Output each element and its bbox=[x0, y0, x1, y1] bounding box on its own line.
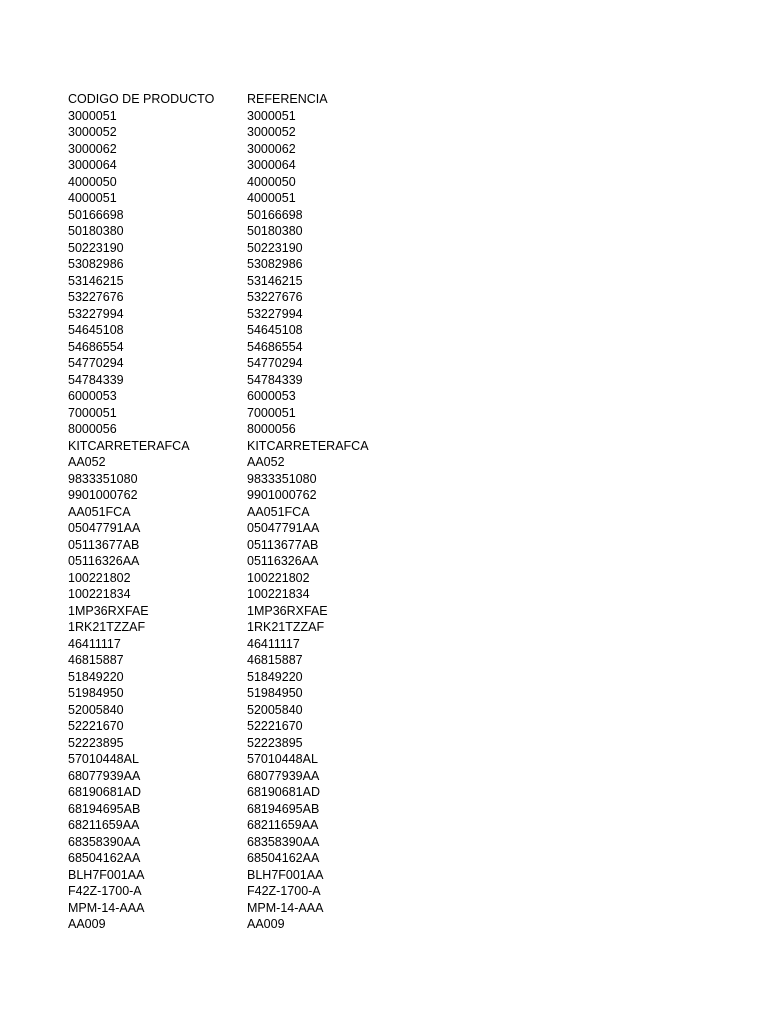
referencia-cell: 54770294 bbox=[247, 356, 303, 370]
referencia-cell: 53227994 bbox=[247, 306, 303, 321]
table-row bbox=[68, 801, 447, 818]
codigo-cell: KITCARRETERAFCA bbox=[68, 438, 190, 453]
table-row bbox=[68, 223, 447, 240]
table-row bbox=[68, 405, 447, 422]
referencia-cell: AA052 bbox=[247, 455, 285, 469]
table-row bbox=[68, 735, 447, 752]
referencia-cell: 53146215 bbox=[247, 273, 303, 288]
codigo-cell: 8000056 bbox=[68, 422, 117, 436]
referencia-cell: 50223190 bbox=[247, 240, 303, 255]
referencia-cell: 51849220 bbox=[247, 669, 303, 684]
table-row bbox=[68, 586, 447, 603]
table-row bbox=[68, 603, 447, 620]
table-row bbox=[68, 306, 447, 323]
table-row bbox=[68, 355, 447, 372]
referencia-cell: 05116326AA bbox=[247, 554, 319, 568]
codigo-cell: 3000052 bbox=[68, 125, 117, 139]
referencia-cell: 7000051 bbox=[247, 405, 296, 420]
codigo-cell: 54784339 bbox=[68, 372, 124, 387]
table-row bbox=[68, 240, 447, 257]
codigo-cell: 68190681AD bbox=[68, 785, 141, 799]
codigo-cell: 9901000762 bbox=[68, 488, 138, 502]
codigo-cell: 51849220 bbox=[68, 669, 124, 684]
referencia-cell: 3000052 bbox=[247, 125, 296, 139]
table-row bbox=[68, 487, 447, 504]
codigo-cell: AA051FCA bbox=[68, 504, 131, 519]
referencia-cell: 68504162AA bbox=[247, 851, 320, 865]
codigo-cell: 68358390AA bbox=[68, 834, 141, 849]
codigo-cell: 57010448AL bbox=[68, 752, 139, 766]
codigo-cell: 6000053 bbox=[68, 389, 117, 403]
codigo-cell: 100221802 bbox=[68, 570, 131, 585]
referencia-cell: 52223895 bbox=[247, 735, 303, 750]
table-row bbox=[68, 834, 447, 851]
codigo-cell: 4000051 bbox=[68, 191, 117, 205]
referencia-cell: 05047791AA bbox=[247, 521, 320, 535]
table-row bbox=[68, 207, 447, 224]
column-header-referencia: REFERENCIA bbox=[247, 92, 328, 106]
table-row bbox=[68, 784, 447, 801]
referencia-cell: MPM-14-AAA bbox=[247, 900, 324, 915]
referencia-cell: 4000051 bbox=[247, 191, 296, 205]
codigo-cell: 50166698 bbox=[68, 207, 124, 222]
table-row bbox=[68, 124, 447, 141]
codigo-cell: 68194695AB bbox=[68, 801, 141, 816]
referencia-cell: 68211659AA bbox=[247, 818, 319, 832]
codigo-cell: 53146215 bbox=[68, 273, 124, 288]
referencia-cell: 46411117 bbox=[247, 636, 300, 651]
column-header-codigo: CODIGO DE PRODUCTO bbox=[68, 92, 215, 106]
referencia-cell: 54686554 bbox=[247, 339, 303, 354]
referencia-cell: 53227676 bbox=[247, 290, 303, 304]
table-row bbox=[68, 438, 447, 455]
table-row bbox=[68, 289, 447, 306]
referencia-cell: 50180380 bbox=[247, 224, 303, 238]
codigo-cell: 68211659AA bbox=[68, 818, 140, 832]
referencia-cell: 1RK21TZZAF bbox=[247, 620, 325, 634]
table-row bbox=[68, 537, 447, 554]
table-row bbox=[68, 718, 447, 735]
table-row bbox=[68, 108, 447, 125]
referencia-cell: 1MP36RXFAE bbox=[247, 603, 328, 618]
table-row bbox=[68, 636, 447, 653]
referencia-cell: BLH7F001AA bbox=[247, 867, 324, 882]
table-row bbox=[68, 471, 447, 488]
codigo-cell: 46411117 bbox=[68, 636, 121, 651]
codigo-cell: 05113677AB bbox=[68, 537, 140, 552]
codigo-cell: 68504162AA bbox=[68, 851, 141, 865]
table-row bbox=[68, 372, 447, 389]
table-row bbox=[68, 883, 447, 900]
codigo-cell: 3000062 bbox=[68, 141, 117, 156]
codigo-cell: 1RK21TZZAF bbox=[68, 620, 146, 634]
table-row bbox=[68, 339, 447, 356]
referencia-cell: 3000051 bbox=[247, 108, 296, 123]
referencia-cell: 53082986 bbox=[247, 257, 303, 271]
table-row bbox=[68, 768, 447, 785]
codigo-cell: 54770294 bbox=[68, 356, 124, 370]
codigo-cell: 54645108 bbox=[68, 323, 124, 337]
table-row bbox=[68, 553, 447, 570]
codigo-cell: 52223895 bbox=[68, 735, 124, 750]
table-row bbox=[68, 685, 447, 702]
referencia-cell: 05113677AB bbox=[247, 537, 319, 552]
referencia-cell: 68077939AA bbox=[247, 768, 320, 783]
referencia-cell: 100221834 bbox=[247, 587, 310, 601]
table-row bbox=[68, 817, 447, 834]
table-row bbox=[68, 669, 447, 686]
codigo-cell: 1MP36RXFAE bbox=[68, 603, 149, 618]
table-row bbox=[68, 504, 447, 521]
codigo-cell: 9833351080 bbox=[68, 471, 138, 486]
referencia-cell: 46815887 bbox=[247, 653, 303, 667]
table-row bbox=[68, 570, 447, 587]
codigo-cell: AA052 bbox=[68, 455, 106, 469]
product-table bbox=[68, 91, 447, 933]
referencia-cell: 9901000762 bbox=[247, 488, 317, 502]
referencia-cell: 100221802 bbox=[247, 570, 310, 585]
table-row bbox=[68, 388, 447, 405]
codigo-cell: 05047791AA bbox=[68, 521, 141, 535]
referencia-cell: 57010448AL bbox=[247, 752, 318, 766]
referencia-cell: 52221670 bbox=[247, 719, 303, 733]
referencia-cell: 3000062 bbox=[247, 141, 296, 156]
codigo-cell: 05116326AA bbox=[68, 554, 140, 568]
table-row bbox=[68, 190, 447, 207]
referencia-cell: 6000053 bbox=[247, 389, 296, 403]
referencia-cell: 51984950 bbox=[247, 686, 303, 700]
codigo-cell: BLH7F001AA bbox=[68, 867, 145, 882]
referencia-cell: 52005840 bbox=[247, 702, 303, 717]
table-row bbox=[68, 652, 447, 669]
codigo-cell: AA009 bbox=[68, 917, 106, 931]
codigo-cell: F42Z-1700-A bbox=[68, 884, 142, 898]
table-row bbox=[68, 421, 447, 438]
codigo-cell: 53227994 bbox=[68, 306, 124, 321]
codigo-cell: 53227676 bbox=[68, 290, 124, 304]
table-row bbox=[68, 619, 447, 636]
table-row bbox=[68, 850, 447, 867]
codigo-cell: 50223190 bbox=[68, 240, 124, 255]
referencia-cell: AA009 bbox=[247, 917, 285, 931]
codigo-cell: 51984950 bbox=[68, 686, 124, 700]
table-row bbox=[68, 520, 447, 537]
codigo-cell: 4000050 bbox=[68, 174, 117, 189]
referencia-cell: 8000056 bbox=[247, 422, 296, 436]
referencia-cell: KITCARRETERAFCA bbox=[247, 438, 369, 453]
table-row bbox=[68, 900, 447, 917]
codigo-cell: 7000051 bbox=[68, 405, 117, 420]
table-row bbox=[68, 751, 447, 768]
codigo-cell: 3000064 bbox=[68, 158, 117, 172]
referencia-cell: 68190681AD bbox=[247, 785, 320, 799]
table-row bbox=[68, 322, 447, 339]
referencia-cell: 68358390AA bbox=[247, 834, 320, 849]
table-row bbox=[68, 273, 447, 290]
table-row bbox=[68, 141, 447, 158]
referencia-cell: F42Z-1700-A bbox=[247, 884, 321, 898]
table-row bbox=[68, 702, 447, 719]
codigo-cell: 52221670 bbox=[68, 719, 124, 733]
referencia-cell: 3000064 bbox=[247, 158, 296, 172]
table-row bbox=[68, 916, 447, 933]
codigo-cell: 54686554 bbox=[68, 339, 124, 354]
codigo-cell: 100221834 bbox=[68, 587, 131, 601]
codigo-cell: 46815887 bbox=[68, 653, 124, 667]
codigo-cell: 3000051 bbox=[68, 108, 117, 123]
table-row bbox=[68, 174, 447, 191]
referencia-cell: 4000050 bbox=[247, 174, 296, 189]
codigo-cell: MPM-14-AAA bbox=[68, 900, 145, 915]
codigo-cell: 52005840 bbox=[68, 702, 124, 717]
table-row bbox=[68, 867, 447, 884]
referencia-cell: 54645108 bbox=[247, 323, 303, 337]
table-row bbox=[68, 256, 447, 273]
referencia-cell: 54784339 bbox=[247, 372, 303, 387]
codigo-cell: 50180380 bbox=[68, 224, 124, 238]
codigo-cell: 68077939AA bbox=[68, 768, 141, 783]
codigo-cell: 53082986 bbox=[68, 257, 124, 271]
table-row bbox=[68, 157, 447, 174]
referencia-cell: 68194695AB bbox=[247, 801, 320, 816]
referencia-cell: 50166698 bbox=[247, 207, 303, 222]
header-row bbox=[68, 91, 447, 108]
referencia-cell: AA051FCA bbox=[247, 504, 310, 519]
referencia-cell: 9833351080 bbox=[247, 471, 317, 486]
table-row bbox=[68, 454, 447, 471]
